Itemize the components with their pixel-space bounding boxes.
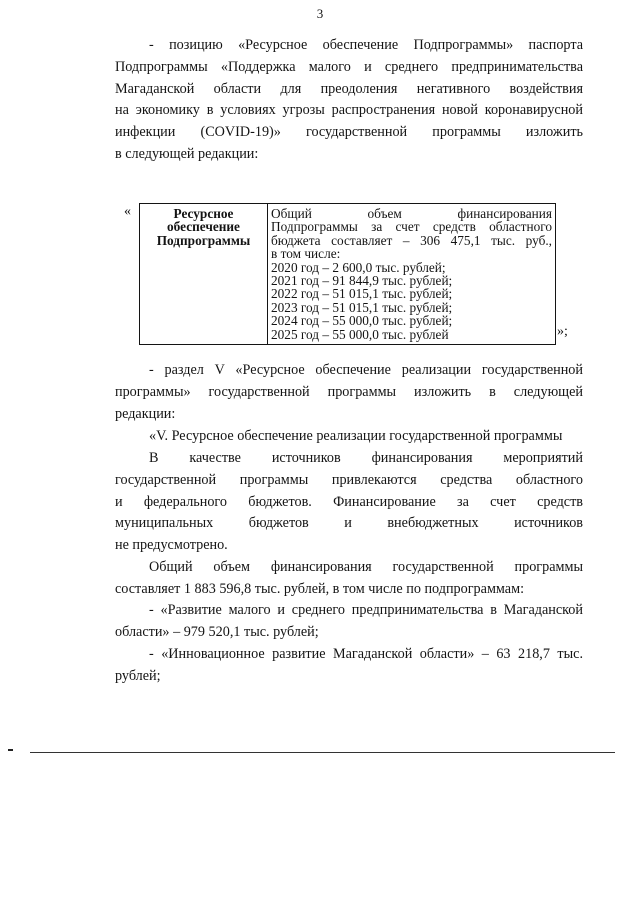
header-line: Подпрограммы — [156, 232, 251, 248]
text-line: инфекции (COVID-19)» государственной программы изложить — [115, 124, 583, 141]
value-line: 2025 год – 55 000,0 тыс. рублей — [271, 326, 449, 342]
value-line: в том числе: — [271, 246, 341, 262]
text-line: - «Инновационное развитие Магаданской области» – 63 218,7 тыс. — [149, 646, 583, 662]
text-line: - позицию «Ресурсное обеспечение Подпрограммы» паспорта — [149, 37, 583, 53]
text-line: и федерального бюджетов. Финансирование за счет средств — [115, 493, 583, 510]
margin-mark — [8, 749, 13, 751]
resource-table — [139, 203, 556, 345]
table-close-quote: »; — [557, 324, 568, 339]
text-line: - «Развитие малого и среднего предпринимательства в Магаданской — [149, 602, 583, 618]
page-divider — [30, 752, 615, 753]
section-title — [115, 426, 583, 448]
header-line: обеспечение — [167, 219, 240, 235]
text-line: программы» государственной программы изложить в следующей — [115, 383, 583, 400]
value-line: 2024 год – 55 000,0 тыс. рублей; — [271, 313, 453, 329]
value-line: Общий объем финансирования — [271, 206, 552, 221]
paragraph-funding-sources — [115, 448, 583, 557]
text-line: государственной программы привлекаются средства областного — [115, 471, 583, 488]
text-line: в следующей редакции: — [115, 145, 259, 162]
value-line: бюджета составляет – 306 475,1 тыс. руб., — [271, 232, 552, 248]
text-line: Общий объем финансирования государственной программы — [149, 559, 583, 575]
paragraph-total-funding — [115, 557, 583, 601]
text-line: Подпрограммы «Поддержка малого и среднего предпринимательства — [115, 58, 583, 75]
page-number: 3 — [316, 6, 324, 21]
table-value-cell — [268, 204, 556, 345]
text-line: не предусмотрено. — [115, 537, 228, 554]
paragraph-position-passport — [115, 35, 583, 166]
text-line: В качестве источников финансирования мероприятий — [149, 450, 583, 466]
paragraph-subprogram-innovation — [115, 644, 583, 688]
text-line: «V. Ресурсное обеспечение реализации государственной программы — [149, 428, 563, 444]
text-line: на экономику в условиях угрозы распространения новой коронавирусной — [115, 102, 583, 119]
value-line: 2022 год – 51 015,1 тыс. рублей; — [271, 286, 453, 302]
paragraph-subprogram-sme — [115, 600, 583, 644]
text-line: рублей; — [115, 667, 161, 684]
value-line: Подпрограммы за счет средств областного — [271, 219, 552, 235]
table-row — [140, 204, 556, 345]
text-line: муниципальных бюджетов и внебюджетных источников — [115, 515, 583, 532]
table-header-cell — [140, 204, 268, 345]
text-line: составляет 1 883 596,8 тыс. рублей, в том числе по подпрограммам: — [115, 580, 525, 597]
value-line: 2021 год – 91 844,9 тыс. рублей; — [271, 273, 453, 289]
text-line: области» – 979 520,1 тыс. рублей; — [115, 623, 319, 640]
paragraph-section-v — [115, 360, 583, 425]
value-line: 2023 год – 51 015,1 тыс. рублей; — [271, 299, 453, 315]
text-line: Магаданской области для преодоления негативного воздействия — [115, 80, 583, 97]
value-line: 2020 год – 2 600,0 тыс. рублей; — [271, 259, 446, 275]
header-line: Ресурсное — [173, 206, 234, 221]
text-line: - раздел V «Ресурсное обеспечение реализации государственной — [149, 362, 583, 378]
table-open-quote: « — [124, 204, 131, 219]
text-line: редакции: — [115, 405, 176, 422]
